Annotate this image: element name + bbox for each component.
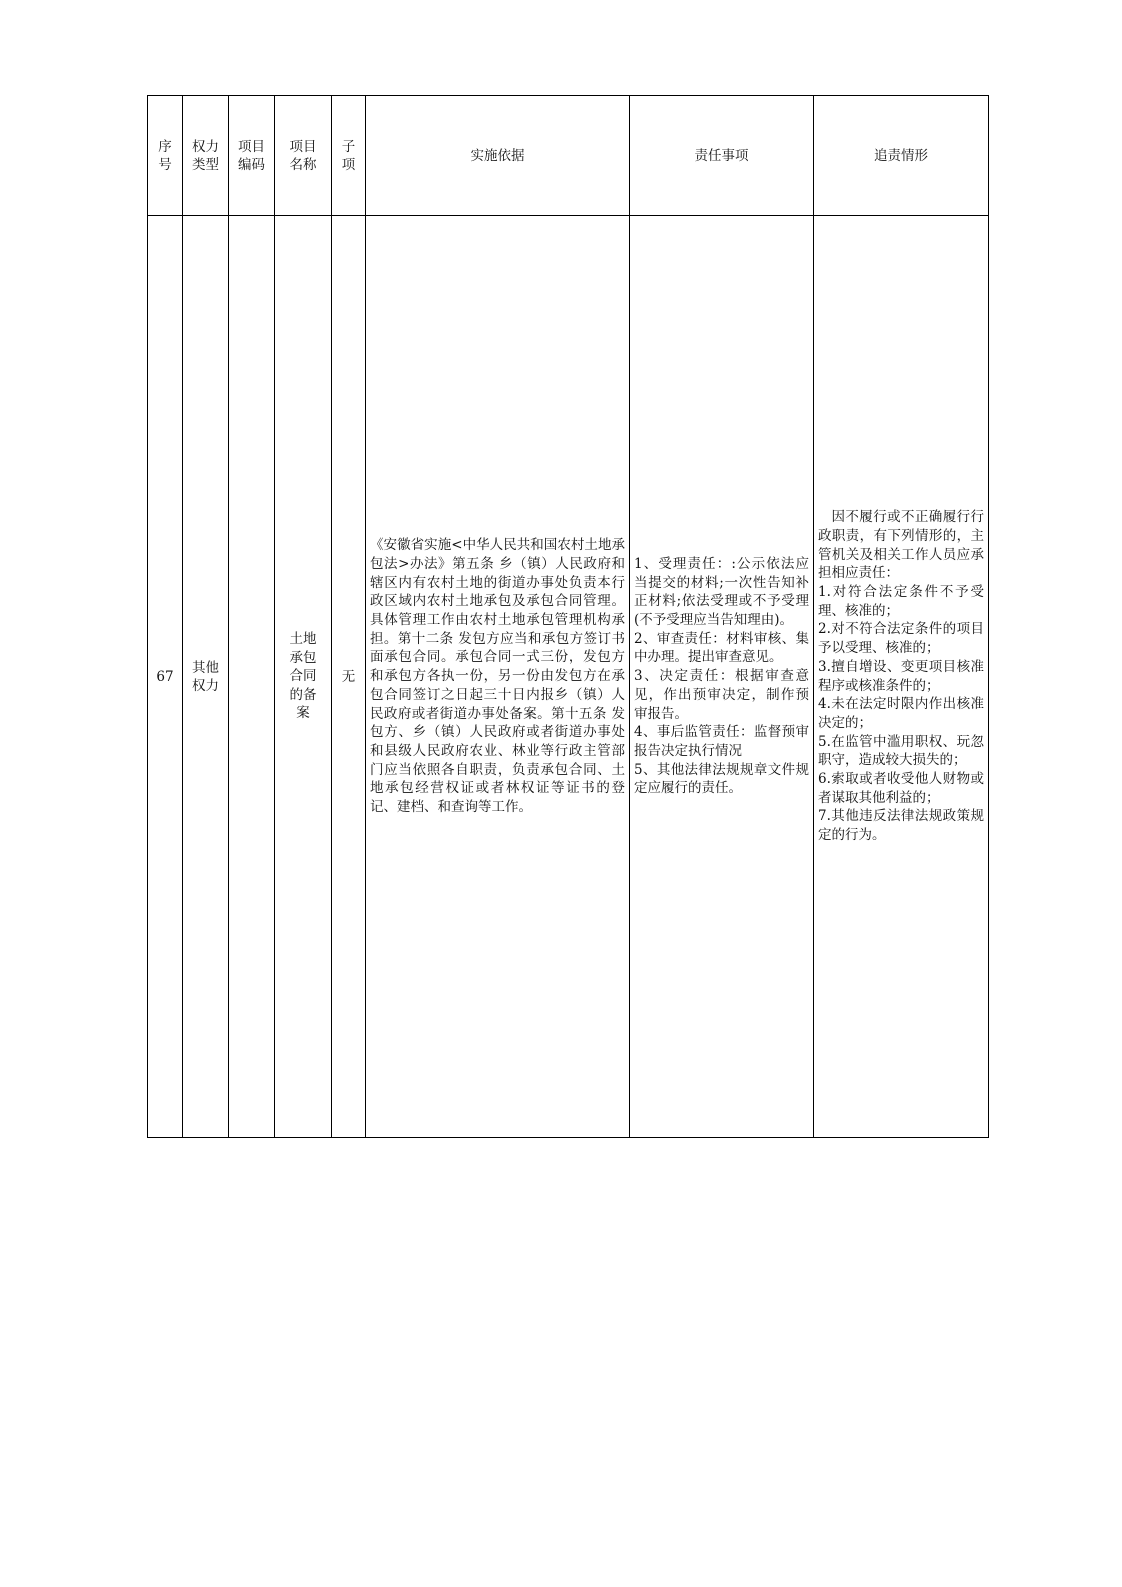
- responsibility-item-3: 3、决定责任：根据审查意见，作出预审决定，制作预审报告。: [634, 668, 809, 722]
- accountability-item-2: 2.对不符合法定条件的项目予以受理、核准的；: [818, 621, 984, 657]
- cell-item-name-line3: 合同: [289, 668, 317, 685]
- cell-basis: [366, 216, 630, 1138]
- cell-item-name-line4: 的备: [289, 686, 317, 703]
- header-power-type-line1: 权力: [192, 138, 219, 155]
- header-item-name-line2: 名称: [289, 156, 317, 173]
- responsibility-item-2: 2、审查责任：材料审核、集中办理。提出审查意见。: [634, 630, 809, 666]
- responsibility-item-5: 5、其他法律法规规章文件规定应履行的责任。: [634, 761, 809, 797]
- header-row: [148, 96, 989, 216]
- responsibility-item-1: 1、受理责任：:公示依法应当提交的材料;一次性告知补正材料;依法受理或不予受理(不予受理应当告知理由)。: [634, 555, 809, 629]
- accountability-item-1: 1.对符合法定条件不予受理、核准的；: [818, 583, 984, 619]
- header-item-code-line1: 项目: [238, 138, 265, 155]
- cell-power-type-line2: 权力: [192, 677, 219, 694]
- cell-item-code: [229, 216, 275, 1138]
- cell-sub-item: 无: [332, 216, 366, 1138]
- basis-text: 《安徽省实施<中华人民共和国农村土地承包法>办法》第五条 乡（镇）人民政府和辖区内有农村土地的街道办事处负责本行政区域内农村土地承包及承包合同管理。具体管理工作由农村土地承包管理机构承担。第十二条 发包方应当和承包方签订书面承包合同。承包合同一式三份，发包方和承包方各执一份，另一份由发包方在承包合同签订之日起三十日内报乡（镇）人民政府或者街道办事处备案。第十五条 发包方、乡（镇）人民政府或者街道办事处和县级人民政府农业、林业等行政主管部门应当依照各自职责，负责承包合同、土地承包经营权证或者林权证等证书的登记、建档、和查询等工作。: [370, 537, 625, 816]
- header-power-type: [183, 96, 229, 216]
- cell-power-type-line1: 其他: [192, 659, 219, 676]
- power-list-table: [147, 95, 989, 1138]
- header-item-name: [275, 96, 332, 216]
- header-sub-item-line2: 项: [341, 156, 356, 173]
- header-item-code-line2: 编码: [238, 156, 265, 173]
- header-seq-line1: 序: [158, 138, 172, 155]
- table-row: [148, 216, 989, 1138]
- header-item-name-line1: 项目: [289, 138, 317, 155]
- header-accountability: 追责情形: [814, 96, 989, 216]
- header-sub-item: [332, 96, 366, 216]
- cell-item-name-line5: 案: [296, 705, 310, 722]
- accountability-item-5: 5.在监管中滥用职权、玩忽职守，造成较大损失的；: [818, 733, 984, 769]
- cell-responsibility: [630, 216, 814, 1138]
- header-power-type-line2: 类型: [192, 156, 219, 173]
- accountability-item-4: 4.未在法定时限内作出核准决定的；: [818, 696, 984, 731]
- header-seq-line2: 号: [158, 156, 172, 173]
- responsibility-item-4: 4、事后监管责任：监督预审报告决定执行情况: [634, 724, 809, 759]
- accountability-item-3: 3.擅自增设、变更项目核准程序或核准条件的；: [818, 658, 984, 694]
- cell-power-type: [183, 216, 229, 1138]
- header-sub-item-line1: 子: [341, 138, 356, 155]
- cell-item-name: [275, 216, 332, 1138]
- accountability-item-7: 7.其他违反法律法规政策规定的行为。: [818, 808, 984, 844]
- cell-seq: 67: [148, 216, 183, 1138]
- header-responsibility: 责任事项: [630, 96, 814, 216]
- header-seq: [148, 96, 183, 216]
- accountability-item-6: 6.索取或者收受他人财物或者谋取其他利益的；: [818, 771, 984, 806]
- cell-item-name-line2: 承包: [289, 649, 317, 666]
- header-basis: 实施依据: [366, 96, 630, 216]
- cell-item-name-line1: 土地: [289, 631, 317, 648]
- header-item-code: [229, 96, 275, 216]
- accountability-intro: 因不履行或不正确履行行政职责，有下列情形的，主管机关及相关工作人员应承担相应责任：: [818, 509, 984, 582]
- cell-accountability: [814, 216, 989, 1138]
